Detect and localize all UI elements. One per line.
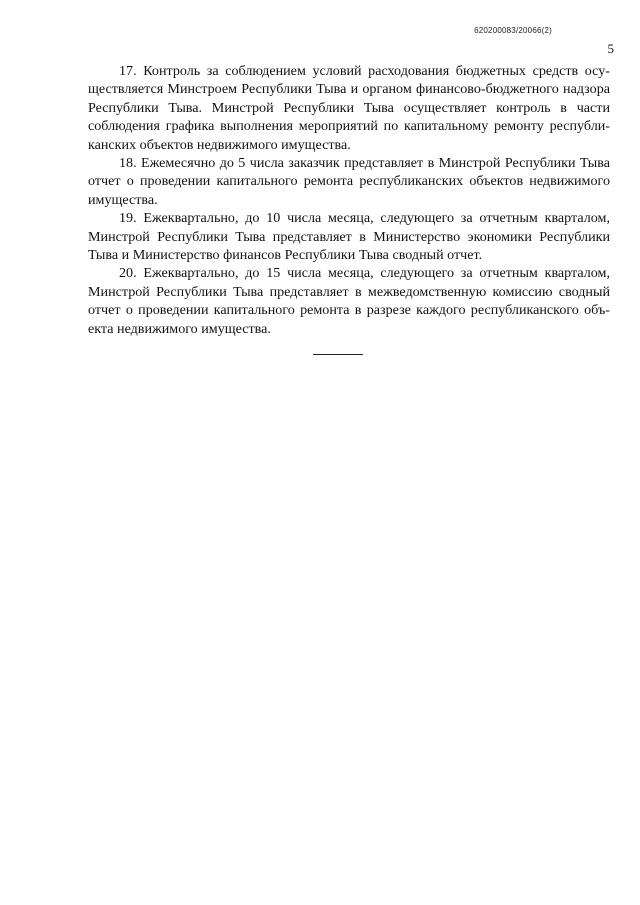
end-of-document-rule (313, 354, 363, 355)
paragraph-17: 17. Контроль за соблюдением условий расходования бюджетных средств осуществляется Минстроем Республики Тыва и органом финансово-бюджетного надзора Республики Тыва. Минстрой Республики Тыва осуществляет контроль в части соблюдения графика выполнения мероприятий по капитальному ремонту республиканских объектов недвижимого имущества. (88, 63, 610, 153)
document-body (88, 62, 610, 338)
paragraph-18: 18. Ежемесячно до 5 числа заказчик представляет в Минстрой Республики Тыва отчет о проведении капитального ремонта республиканских объектов недвижимого имущества. (88, 155, 610, 208)
document-code: 620200083/20066(2) (474, 26, 552, 35)
page-number: 5 (607, 41, 614, 56)
paragraph-20: 20. Ежеквартально, до 15 числа месяца, следующего за отчетным кварталом, Минстрой Республики Тыва представляет в межведомственную комиссию сводный отчет о проведении капитального ремонта в разрезе каждого республиканского объекта недвижимого имущества. (88, 265, 610, 337)
paragraph-19: 19. Ежеквартально, до 10 числа месяца, следующего за отчетным кварталом, Минстрой Республики Тыва представляет в Министерство экономики Республики Тыва и Министерство финансов Республики Тыва сводный отчет. (88, 210, 610, 264)
